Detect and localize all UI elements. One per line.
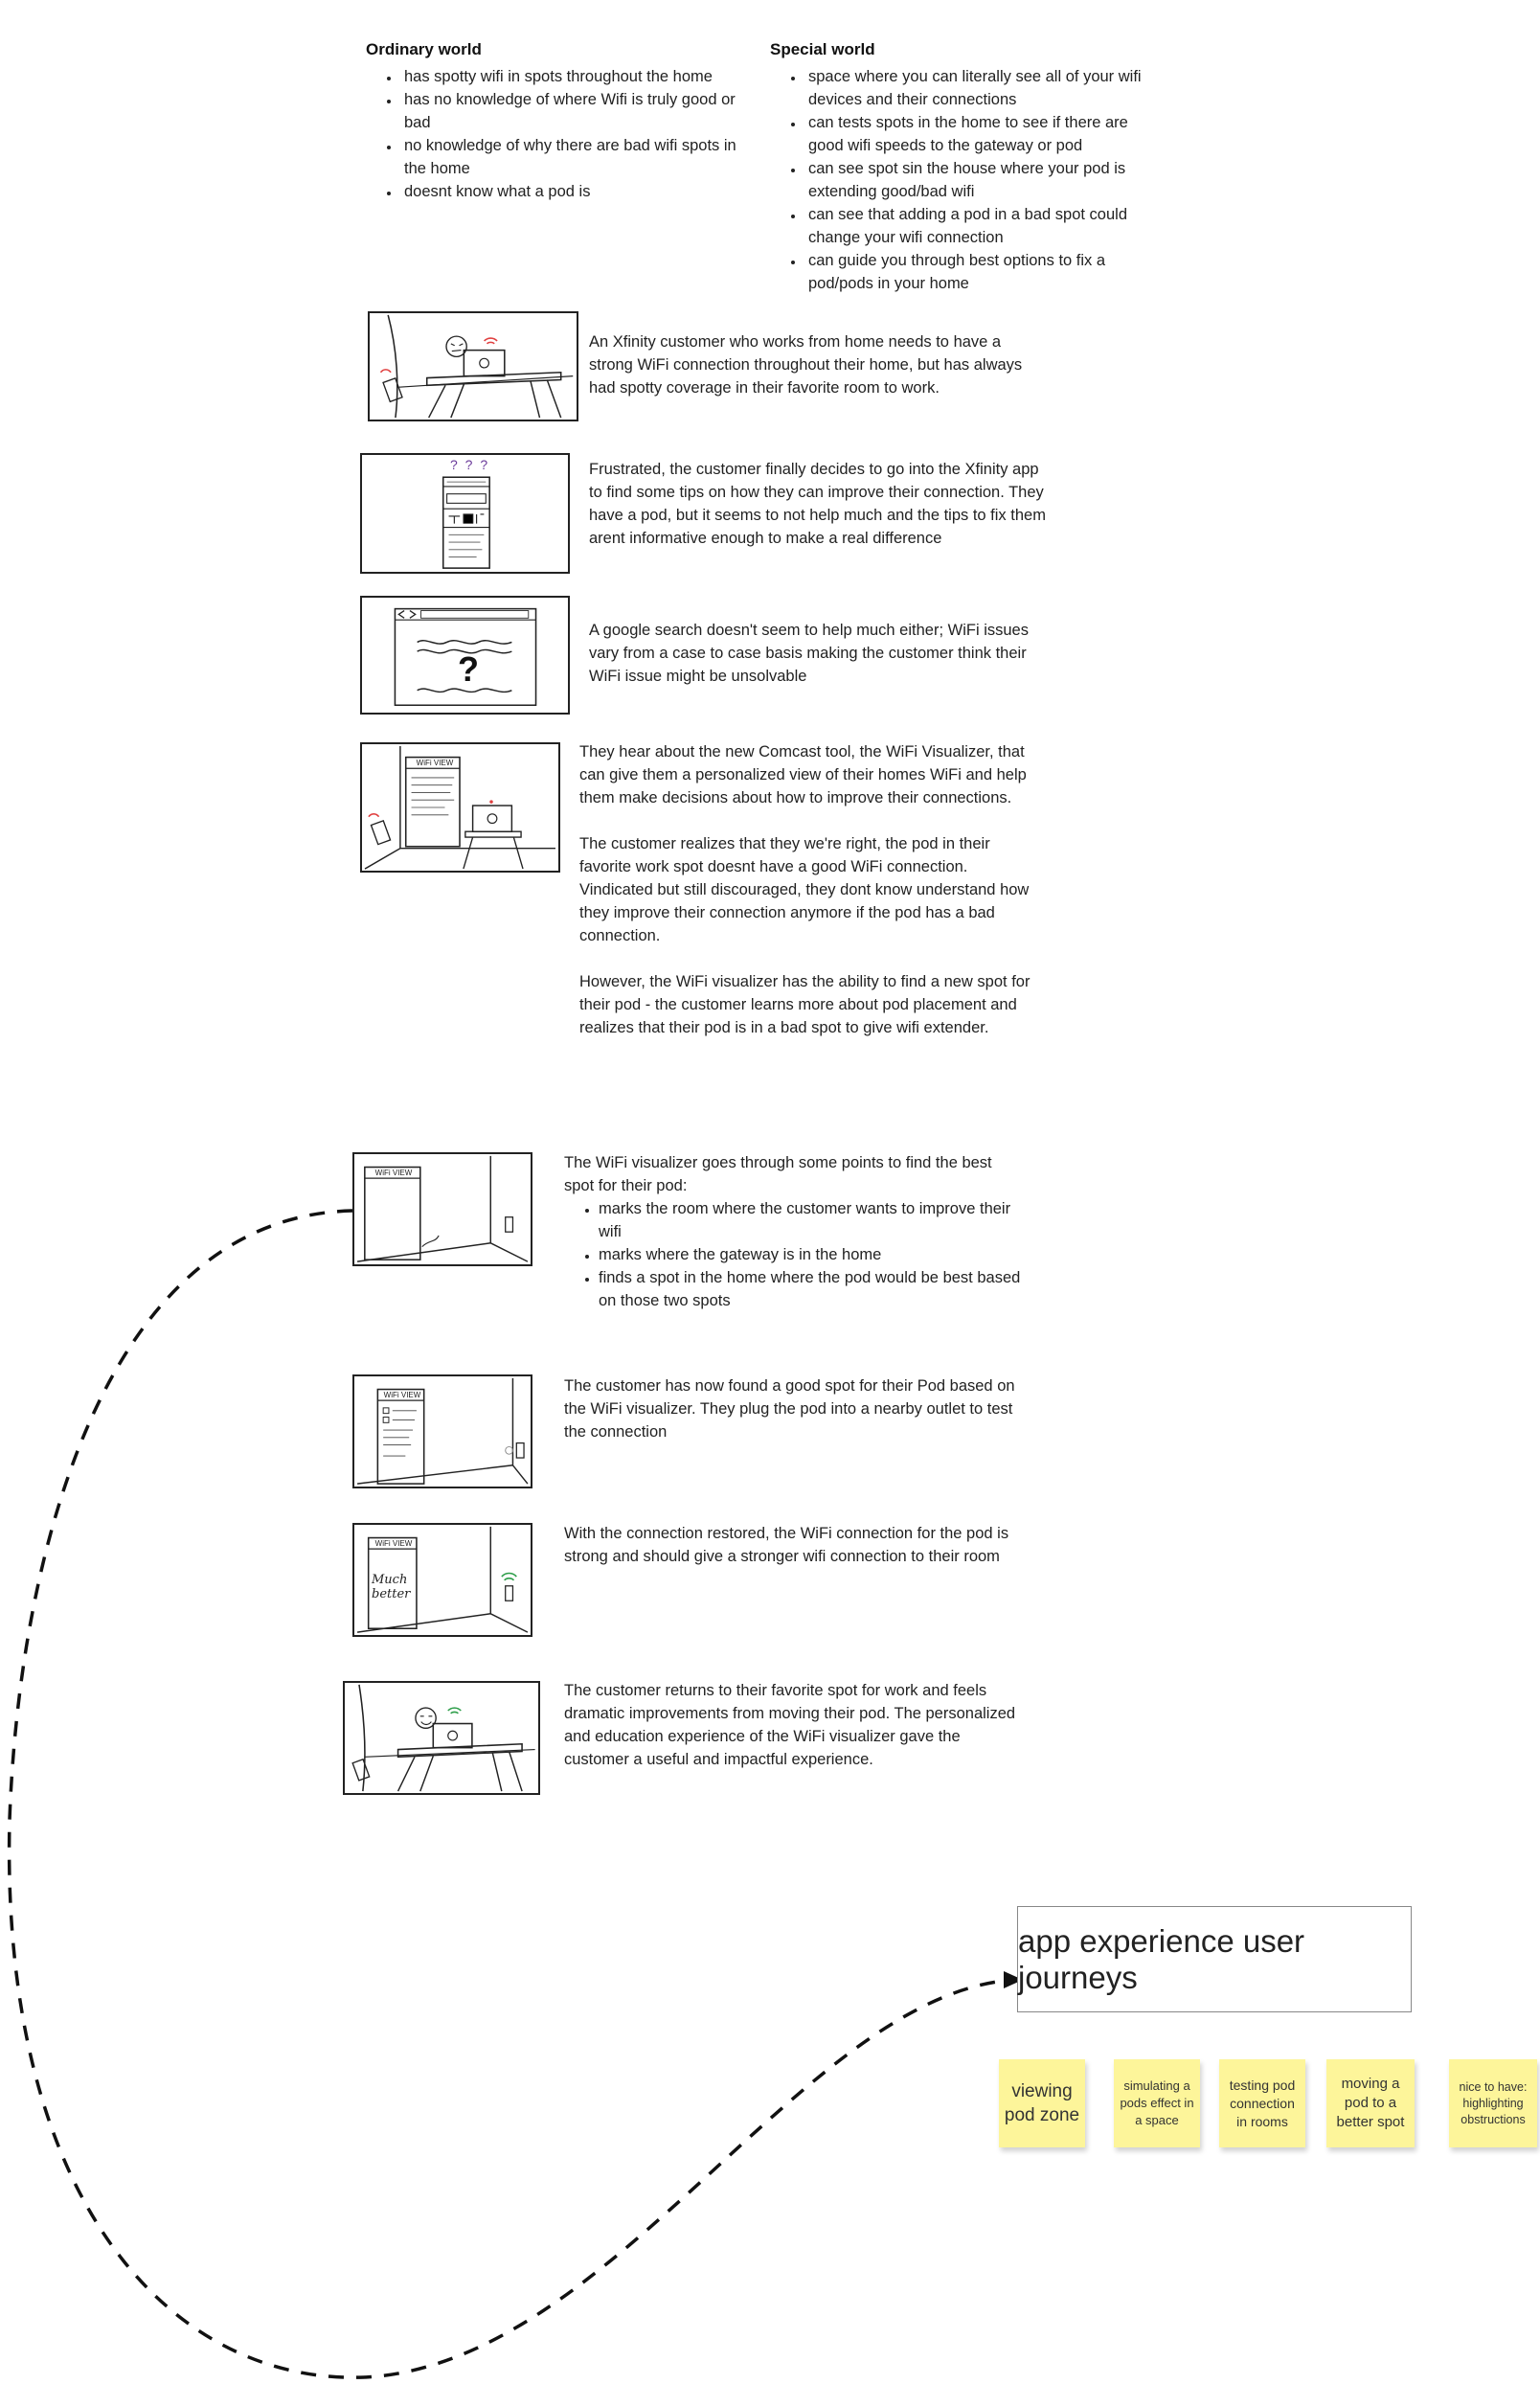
list-item: • finds a spot in the home where the pod would be best based on those two spots xyxy=(599,1266,1024,1312)
user-journeys-title-box: app experience user journeys xyxy=(1017,1906,1412,2012)
list-item: • can see that adding a pod in a bad spot could change your wifi connection xyxy=(804,203,1153,249)
scene-4-caption xyxy=(579,740,1039,1062)
sticky-note-simulating-pods: simulating a pods effect in a space xyxy=(1114,2059,1200,2147)
sketch-app-title: WiFi VIEW xyxy=(374,1539,413,1548)
sketch-much-better-note: Much better xyxy=(372,1573,411,1601)
special-world-list xyxy=(770,65,1153,295)
sticky-note-highlighting-obstructions: nice to have: highlighting obstructions xyxy=(1449,2059,1537,2147)
ordinary-world-section xyxy=(366,40,749,203)
scene-5-list xyxy=(564,1197,1024,1312)
sketch-app-title: WiFi VIEW xyxy=(383,1391,421,1399)
list-item: • space where you can literally see all of your wifi devices and their connections xyxy=(804,65,1153,111)
storyboard-frame-1 xyxy=(368,311,578,421)
special-world-section xyxy=(770,40,1153,295)
list-item: • can see spot sin the house where your pod is extending good/bad wifi xyxy=(804,157,1153,203)
list-item: • has spotty wifi in spots throughout the home xyxy=(400,65,749,88)
list-item: • has no knowledge of where Wifi is truly good or bad xyxy=(400,88,749,134)
scene-7-caption: With the connection restored, the WiFi connection for the pod is strong and should give a stronger wifi connection to their room xyxy=(564,1525,1009,1565)
sketch-app-title: WiFi VIEW xyxy=(416,759,454,767)
scene-6-caption: The customer has now found a good spot for their Pod based on the WiFi visualizer. They plug the pod into a nearby outlet to test the connection xyxy=(564,1377,1015,1441)
storyboard-frame-5 xyxy=(352,1152,532,1266)
list-item: • marks where the gateway is in the home xyxy=(599,1243,1024,1266)
ordinary-world-heading: Ordinary world xyxy=(366,40,482,58)
scene-2-caption: Frustrated, the customer finally decides to go into the Xfinity app to find some tips on how they can improve their connection. They have a pod, but it seems to not help much and the tips to fix them arent informative enough to make a real difference xyxy=(589,461,1046,547)
list-item: • marks the room where the customer wants to improve their wifi xyxy=(599,1197,1024,1243)
scene-3-caption: A google search doesn't seem to help much either; WiFi issues vary from a case to case basis making the customer think their WiFi issue might be unsolvable xyxy=(589,622,1029,685)
sticky-note-moving-pod: moving a pod to a better spot xyxy=(1326,2059,1415,2147)
scene-4-paragraph: However, the WiFi visualizer has the ability to find a new spot for their pod - the customer learns more about pod placement and realizes that their pod is in a bad spot to give wifi extender. xyxy=(579,973,1030,1036)
scene-4-paragraph: The customer realizes that they we're right, the pod in their favorite work spot doesnt have a good WiFi connection. Vindicated but still discouraged, they dont know understand how they improve their connection anymore if the pod has a bad connection. xyxy=(579,835,1030,944)
list-item: • doesnt know what a pod is xyxy=(400,180,749,203)
happy-customer-sketch xyxy=(345,1683,538,1793)
scene-1-caption: An Xfinity customer who works from home needs to have a strong WiFi connection throughout their home, but has always had spotty coverage in their favorite room to work. xyxy=(589,333,1023,397)
list-item: • no knowledge of why there are bad wifi spots in the home xyxy=(400,134,749,180)
scene-4-paragraph: They hear about the new Comcast tool, the WiFi Visualizer, that can give them a personalized view of their homes WiFi and help them make decisions about how to improve their connections. xyxy=(579,743,1027,806)
list-item: • can tests spots in the home to see if there are good wifi speeds to the gateway or pod xyxy=(804,111,1153,157)
scene-5-caption xyxy=(564,1151,1024,1312)
storyboard-frame-7 xyxy=(352,1523,532,1637)
phone-app-sketch xyxy=(362,455,568,572)
scene-8-caption: The customer returns to their favorite spot for work and feels dramatic improvements from moving their pod. The personalized and education experience of the WiFi visualizer gave the customer a useful and impactful experience. xyxy=(564,1682,1016,1768)
desk-laptop-sketch xyxy=(370,313,577,420)
scene-5-intro: The WiFi visualizer goes through some points to find the best spot for their pod: xyxy=(564,1154,992,1194)
ordinary-world-list xyxy=(366,65,749,203)
storyboard-frame-2 xyxy=(360,453,570,574)
storyboard-frame-3 xyxy=(360,596,570,715)
sticky-note-testing-pod-connection: testing pod connection in rooms xyxy=(1219,2059,1305,2147)
list-item: • can guide you through best options to fix a pod/pods in your home xyxy=(804,249,1153,295)
special-world-heading: Special world xyxy=(770,40,875,58)
storyboard-frame-4 xyxy=(360,742,560,873)
question-mark: ? xyxy=(458,649,479,689)
sticky-note-viewing-pod-zone: viewing pod zone xyxy=(999,2059,1085,2147)
sketch-app-title: WiFi VIEW xyxy=(374,1169,413,1177)
storyboard-frame-6 xyxy=(352,1374,532,1488)
question-marks: ? ? ? xyxy=(450,457,490,472)
storyboard-frame-8 xyxy=(343,1681,540,1795)
